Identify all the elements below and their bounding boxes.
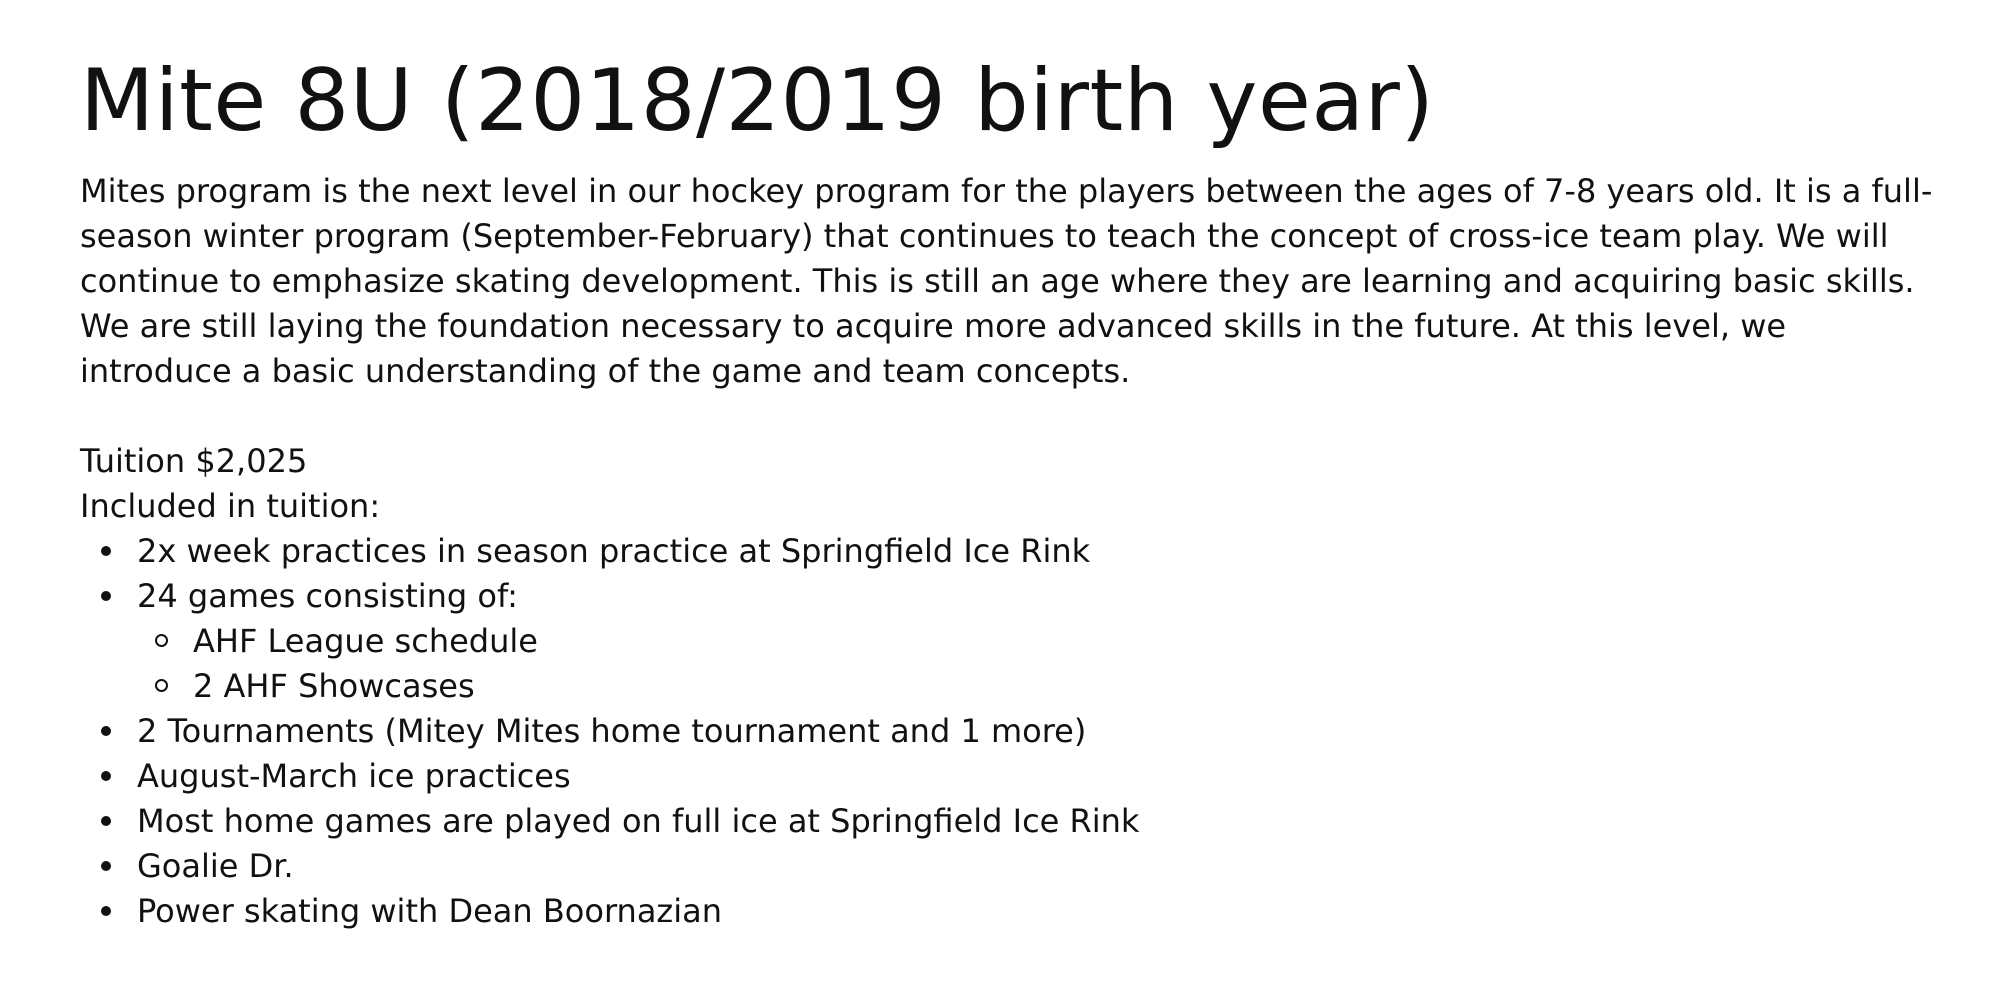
list-item: [137, 529, 1940, 574]
list-item-text: Most home games are played on full ice at Springfield Ice Rink: [137, 802, 1140, 840]
list-item-text: August-March ice practices: [137, 757, 571, 795]
sub-list-item: 2 AHF Showcases: [193, 664, 1940, 709]
page-title: Mite 8U (2018/2019 birth year): [80, 51, 1435, 151]
list-item-text: Goalie Dr.: [137, 847, 294, 885]
list-item: [137, 709, 1940, 754]
included-list: [80, 529, 1940, 934]
list-item: [137, 754, 1940, 799]
list-item-text: Power skating with Dean Boornazian: [137, 892, 722, 930]
list-item: [137, 844, 1940, 889]
list-item: [137, 574, 1940, 709]
list-item-text: 24 games consisting of:: [137, 577, 518, 615]
sub-list-item: AHF League schedule: [193, 619, 1940, 664]
list-item: [137, 799, 1940, 844]
list-item-text: 2 Tournaments (Mitey Mites home tournament and 1 more): [137, 712, 1087, 750]
games-sublist: [137, 619, 1940, 709]
list-item: [137, 889, 1940, 934]
tuition-price: Tuition $2,025: [80, 442, 308, 480]
list-item-text: 2x week practices in season practice at Springfield Ice Rink: [137, 532, 1091, 570]
included-label: Included in tuition:: [80, 487, 381, 525]
program-description: Mites program is the next level in our hockey program for the players between the ages of 7-8 years old. It is a full-season winter program (September-February) that continues to teach the concept of cross-ice team play. We will continue to emphasize skating development. This is still an age where they are learning and acquiring basic skills. We are still laying the foundation necessary to acquire more advanced skills in the future. At this level, we introduce a basic understanding of the game and team concepts.: [80, 172, 1933, 390]
